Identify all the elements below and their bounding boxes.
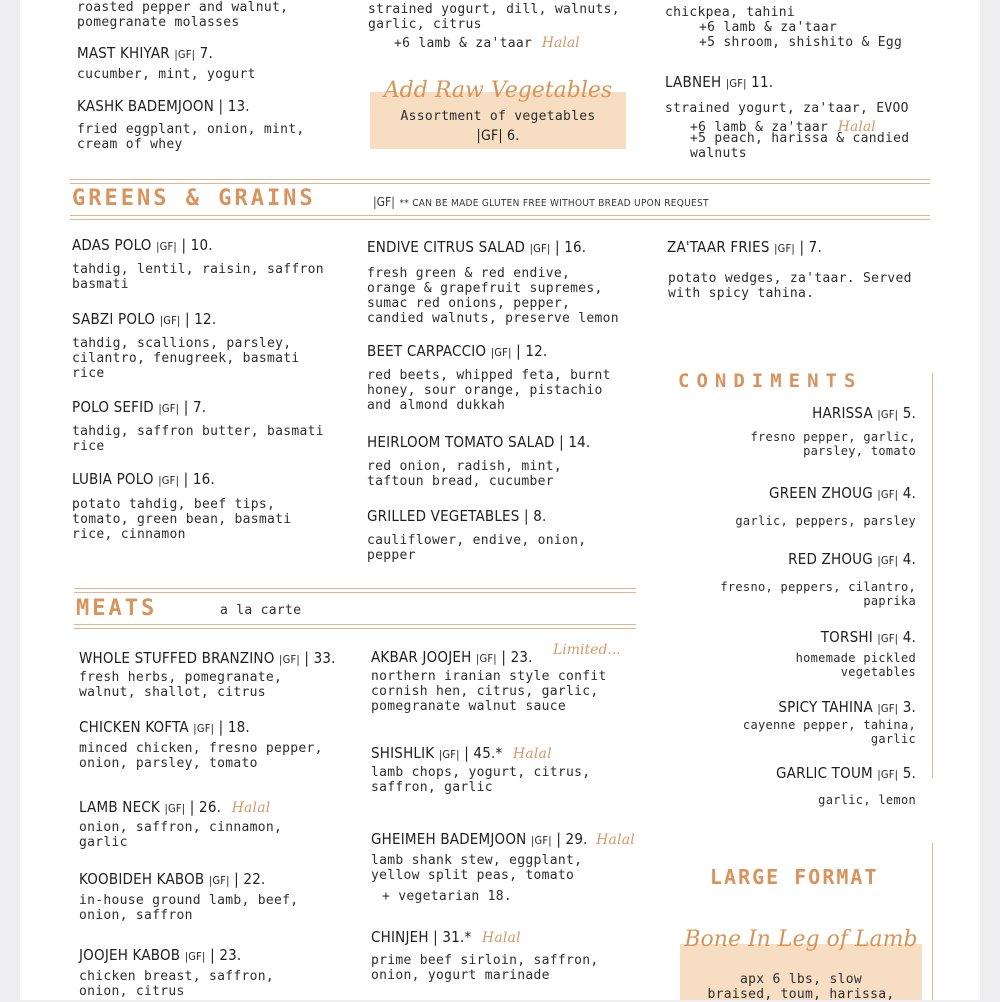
item-title: POLO SEFID |GF| | 7. [72,398,207,416]
item-title: KOOBIDEH KABOB |GF| | 22. [79,870,266,888]
section-title-large-format: LARGE FORMAT [710,865,879,889]
item-desc: strained yogurt, za'taar, EVOO [665,101,909,116]
item-title: SABZI POLO |GF| | 12. [72,310,217,328]
item-title: JOOJEH KABOB |GF| | 23. [79,946,242,964]
item-title: LUBIA POLO |GF| | 16. [72,470,215,488]
item-title: AKBAR JOOJEH |GF| | 23. [371,648,533,666]
item-title: KASHK BADEMJOON | 13. [77,97,250,115]
item-title: CHICKEN KOFTA |GF| | 18. [79,718,250,736]
item-title: CHINJEH | 31.* Halal [371,928,521,946]
item-desc: chickpea, tahini [665,5,796,20]
item-desc: cauliflower, endive, onion, pepper [367,533,587,563]
section-title-condiments: CONDIMENTS [678,370,863,392]
item-desc: homemade pickled vegetables [795,651,916,679]
large-format-item-title: Bone In Leg of Lamb [684,927,918,952]
item-title: GRILLED VEGETABLES | 8. [367,507,547,525]
halal-label: Halal [541,35,580,51]
item-desc: tahdig, saffron butter, basmati rice [72,424,324,454]
item-desc: northern iranian style confit cornish hen, citrus, garlic, pomegranate walnut sauce [371,669,607,714]
item-title: MAST KHIYAR |GF| 7. [77,44,213,62]
divider [70,215,930,216]
large-format-desc: apx 6 lbs, slow braised, toum, harissa, [707,972,895,1002]
item-desc: red onion, radish, mint, taftoun bread, cucumber [367,459,563,489]
item-desc: cucumber, mint, yogurt [77,67,256,82]
divider [74,624,636,625]
item-title: ENDIVE CITRUS SALAD |GF| | 16. [367,238,587,256]
gluten-free-note: |GF| ** CAN BE MADE GLUTEN FREE WITHOUT BREAD UPON REQUEST [373,195,709,209]
item-title: RED ZHOUG |GF| 4. [788,550,916,568]
addon-line: +5 shroom, shishito & Egg [699,35,903,50]
raw-vegetables-price: |GF| 6. [476,128,520,144]
item-title: SPICY TAHINA |GF| 3. [778,698,916,716]
addon-line: +5 peach, harissa & candied walnuts [690,131,910,161]
divider [74,628,636,629]
raw-vegetables-title: Add Raw Vegetables [383,78,613,103]
item-title: ZA'TAAR FRIES |GF| | 7. [667,238,822,256]
divider [70,179,930,180]
divider [70,219,930,220]
item-desc: fried eggplant, onion, mint, cream of whey [77,122,305,152]
limited-label: Limited... [553,642,621,658]
item-desc: fresno pepper, garlic, parsley, tomato [750,430,916,458]
item-desc: garlic, peppers, parsley [735,514,916,528]
item-desc: red beets, whipped feta, burnt honey, sour orange, pistachio and almond dukkah [367,368,611,413]
item-desc: minced chicken, fresno pepper, onion, parsley, tomato [79,741,323,771]
item-title: GREEN ZHOUG |GF| 4. [769,484,916,502]
item-desc: fresno, peppers, cilantro, paprika [720,580,916,608]
menu-page [20,0,980,1000]
item-desc: tahdig, lentil, raisin, saffron basmati [72,262,324,292]
item-title: WHOLE STUFFED BRANZINO |GF| | 33. [79,649,336,667]
meats-subtitle: a la carte [220,603,302,618]
addon-line: +6 lamb & za'taar [699,20,838,35]
divider [70,183,930,184]
raw-vegetables-desc: Assortment of vegetables [400,109,596,124]
halal-label: Halal [231,800,271,816]
item-desc: potato wedges, za'taar. Served with spicy tahina. [668,271,912,301]
item-desc: fresh green & red endive, orange & grapefruit supremes, sumac red onions, pepper, candied walnuts, preserve lemon [367,266,619,326]
item-desc: chicken breast, saffron, onion, citrus [79,969,275,999]
item-desc: garlic, lemon [818,793,916,807]
item-desc: roasted pepper and walnut, pomegranate molasses [77,0,289,30]
item-title: GARLIC TOUM |GF| 5. [776,764,916,782]
divider [74,592,636,593]
vegetarian-option: + vegetarian 18. [382,889,513,904]
item-title: TORSHI |GF| 4. [820,628,916,646]
item-title: HARISSA |GF| 5. [812,404,916,422]
item-desc: cayenne pepper, tahina, garlic [742,718,916,746]
item-title: LABNEH |GF| 11. [665,73,774,91]
item-desc: lamb shank stew, eggplant, yellow split peas, tomato [371,853,583,883]
divider [74,588,636,589]
addon-line: +6 lamb & za'taar Halal [394,35,580,51]
item-desc: in-house ground lamb, beef, onion, saffron [79,893,299,923]
divider [932,843,933,1000]
item-desc: tahdig, scallions, parsley, cilantro, fenugreek, basmati rice [72,336,300,381]
halal-label: Halal [481,930,521,946]
item-title: HEIRLOOM TOMATO SALAD | 14. [367,433,591,451]
halal-label: Halal [837,119,876,135]
item-title: BEET CARPACCIO |GF| | 12. [367,342,548,360]
halal-label: Halal [512,746,552,762]
addon-line: +6 lamb & za'taar Halal [690,119,876,135]
item-desc: onion, saffron, cinnamon, garlic [79,820,283,850]
divider [932,373,933,778]
item-title: ADAS POLO |GF| | 10. [72,236,213,254]
item-desc: strained yogurt, dill, walnuts, garlic, citrus [368,2,620,32]
item-desc: prime beef sirloin, saffron, onion, yogurt marinade [371,953,599,983]
section-title-meats: MEATS [76,596,158,621]
item-title: GHEIMEH BADEMJOON |GF| | 29. Halal [371,830,635,848]
item-desc: fresh herbs, pomegranate, walnut, shallot, citrus [79,670,283,700]
item-title: SHISHLIK |GF| | 45.* Halal [371,744,552,762]
section-title-greens: GREENS & GRAINS [72,186,316,211]
item-desc: lamb chops, yogurt, citrus, saffron, garlic [371,765,591,795]
item-title: LAMB NECK |GF| | 26. Halal [79,798,271,816]
item-desc: potato tahdig, beef tips, tomato, green bean, basmati rice, cinnamon [72,497,292,542]
halal-label: Halal [596,832,635,848]
